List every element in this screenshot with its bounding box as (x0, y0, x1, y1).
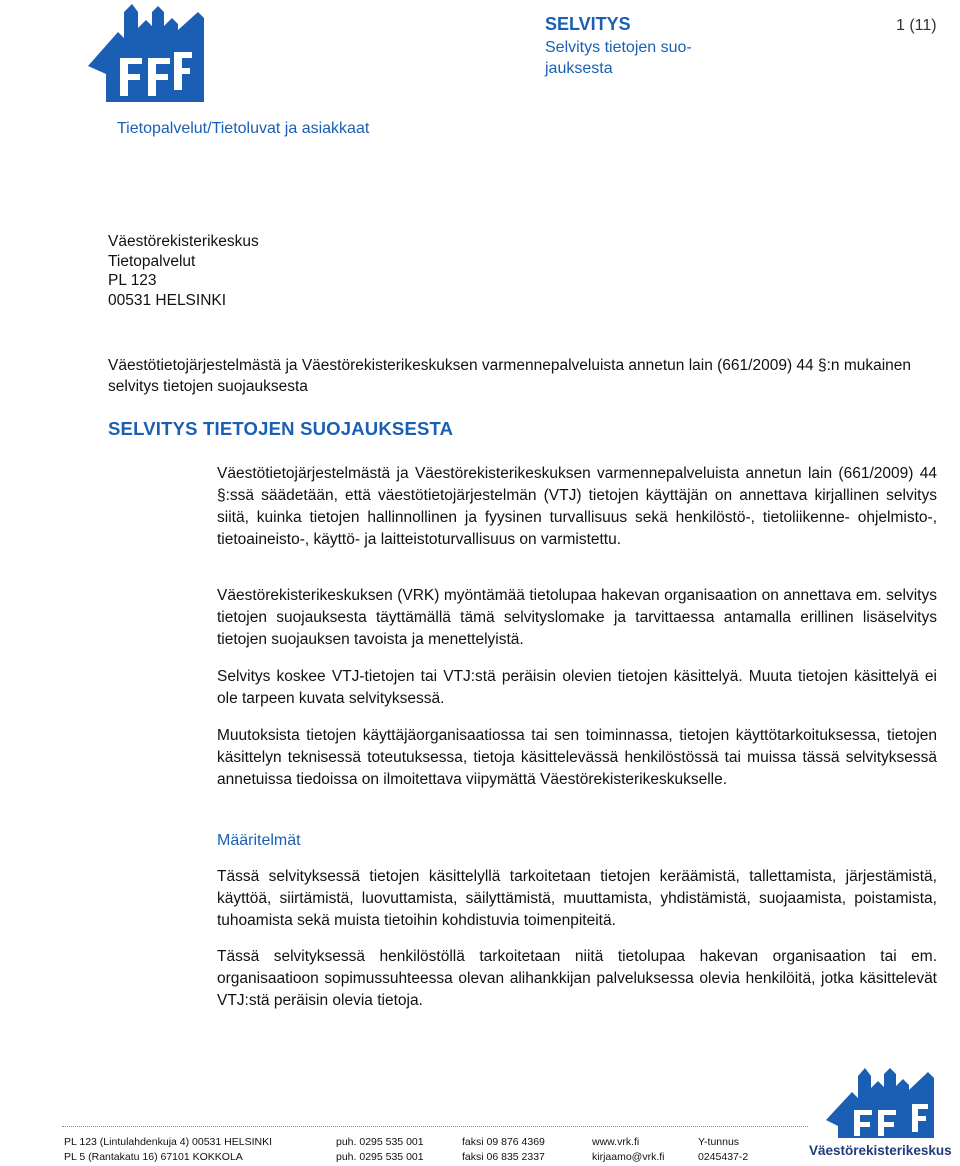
footer-address (64, 1135, 272, 1165)
logo-wordmark: Väestörekisterikeskus (809, 1143, 952, 1158)
footer-line: puh. 0295 535 001 (336, 1136, 424, 1148)
body-paragraph: Muutoksista tietojen käyttäjäorganisaatiossa tai sen toiminnassa, tietojen käyttötarkoituksessa, tietojen käsittelyn teknisessä toteutuksessa, tietoja käsittelevässä henkilöstössä tai muissa tässä selvityksessä annetuissa tiedoissa on ilmoitettava viipymättä Väestörekisterikeskukselle. (217, 727, 937, 788)
footer-line: Y-tunnus (698, 1136, 740, 1148)
address-line: Tietopalvelut (108, 252, 196, 270)
footer-line: 0245437-2 (698, 1151, 749, 1163)
recipient-address (108, 232, 259, 310)
page-number: 1 (11) (896, 17, 937, 34)
body-paragraph: Selvitys koskee VTJ-tietojen tai VTJ:stä peräisin olevien tietojen käsittelyä. Muuta tietojen käsittelyä ei ole tarpeen kuvata selvityksessä. (217, 668, 937, 707)
footer-web[interactable] (592, 1135, 665, 1165)
footer-line: puh. 0295 535 001 (336, 1151, 424, 1163)
address-line: Väestörekisterikeskus (108, 233, 259, 250)
footer-business-id (698, 1135, 748, 1165)
body-paragraph: Väestörekisterikeskuksen (VRK) myöntämää tietolupaa hakevan organisaation on annettava em. selvitys tietojen suojauksesta täyttämällä tämä selvityslomake ja tarvittaessa antamalla erillinen lisäselvitys tietojen suojauksen tavoista ja menettelyistä. (217, 587, 937, 648)
footer-phone (336, 1135, 424, 1165)
footer-line: faksi 09 876 4369 (462, 1136, 545, 1148)
section-heading: Määritelmät (217, 832, 301, 849)
body-paragraph: Tässä selvityksessä tietojen käsittelyllä tarkoitetaan tietojen keräämistä, tallettamista, järjestämistä, käyttöä, siirtämistä, luovuttamista, säilyttämistä, muuttamista, yhdistämistä, suojaamista, poistamista, tuhoamista sekä muista tietoihin kohdistuvia toimenpiteitä. (217, 868, 937, 929)
page-title: SELVITYS TIETOJEN SUOJAUKSESTA (108, 418, 454, 439)
footer-line: PL 5 (Rantakatu 16) 67101 KOKKOLA (64, 1151, 243, 1163)
document-subtitle: Selvitys tietojen suo- jauksesta (545, 39, 692, 77)
footer-divider (62, 1126, 808, 1127)
vrk-logo-icon (86, 4, 206, 104)
department-label: Tietopalvelut/Tietoluvat ja asiakkaat (117, 120, 370, 137)
footer-line: PL 123 (Lintulahdenkuja 4) 00531 HELSINKI (64, 1136, 273, 1148)
address-line: 00531 HELSINKI (108, 291, 227, 309)
intro-text: Väestötietojärjestelmästä ja Väestörekisterikeskuksen varmennepalveluista annetun lain (661/2009) 44 §:n mukainen selvitys tietojen suojauksesta (108, 357, 912, 395)
body-paragraph: Väestötietojärjestelmästä ja Väestörekisterikeskuksen varmennepalveluista annetun lain (661/2009) 44 §:ssä säädetään, että väestötietojärjestelmän (VTJ) tietojen käyttäjän on annettava kirjallinen selvitys siitä, kuinka tietojen hallinnollinen ja fyysinen turvallisuus sekä henkilöstö-, tietoliikenne- ohjelmisto-, tietoaineisto-, käyttö- ja laitteistoturvallisuus on varmistettu. (217, 465, 937, 548)
address-line: PL 123 (108, 272, 157, 289)
email-link[interactable]: kirjaamo@vrk.fi (592, 1151, 665, 1163)
footer-line: faksi 06 835 2337 (462, 1151, 545, 1163)
footer-fax (462, 1135, 545, 1165)
document-type: SELVITYS (545, 14, 631, 34)
body-paragraph: Tässä selvityksessä henkilöstöllä tarkoitetaan niitä tietolupaa hakevan organisaation tai em. organisaatioon sopimussuhteessa olevan alihankkijan palveluksessa olevia henkilöitä, jotka käsittelevät VTJ:stä peräisin olevia tietoja. (217, 948, 937, 1009)
website-link[interactable]: www.vrk.fi (592, 1136, 640, 1148)
